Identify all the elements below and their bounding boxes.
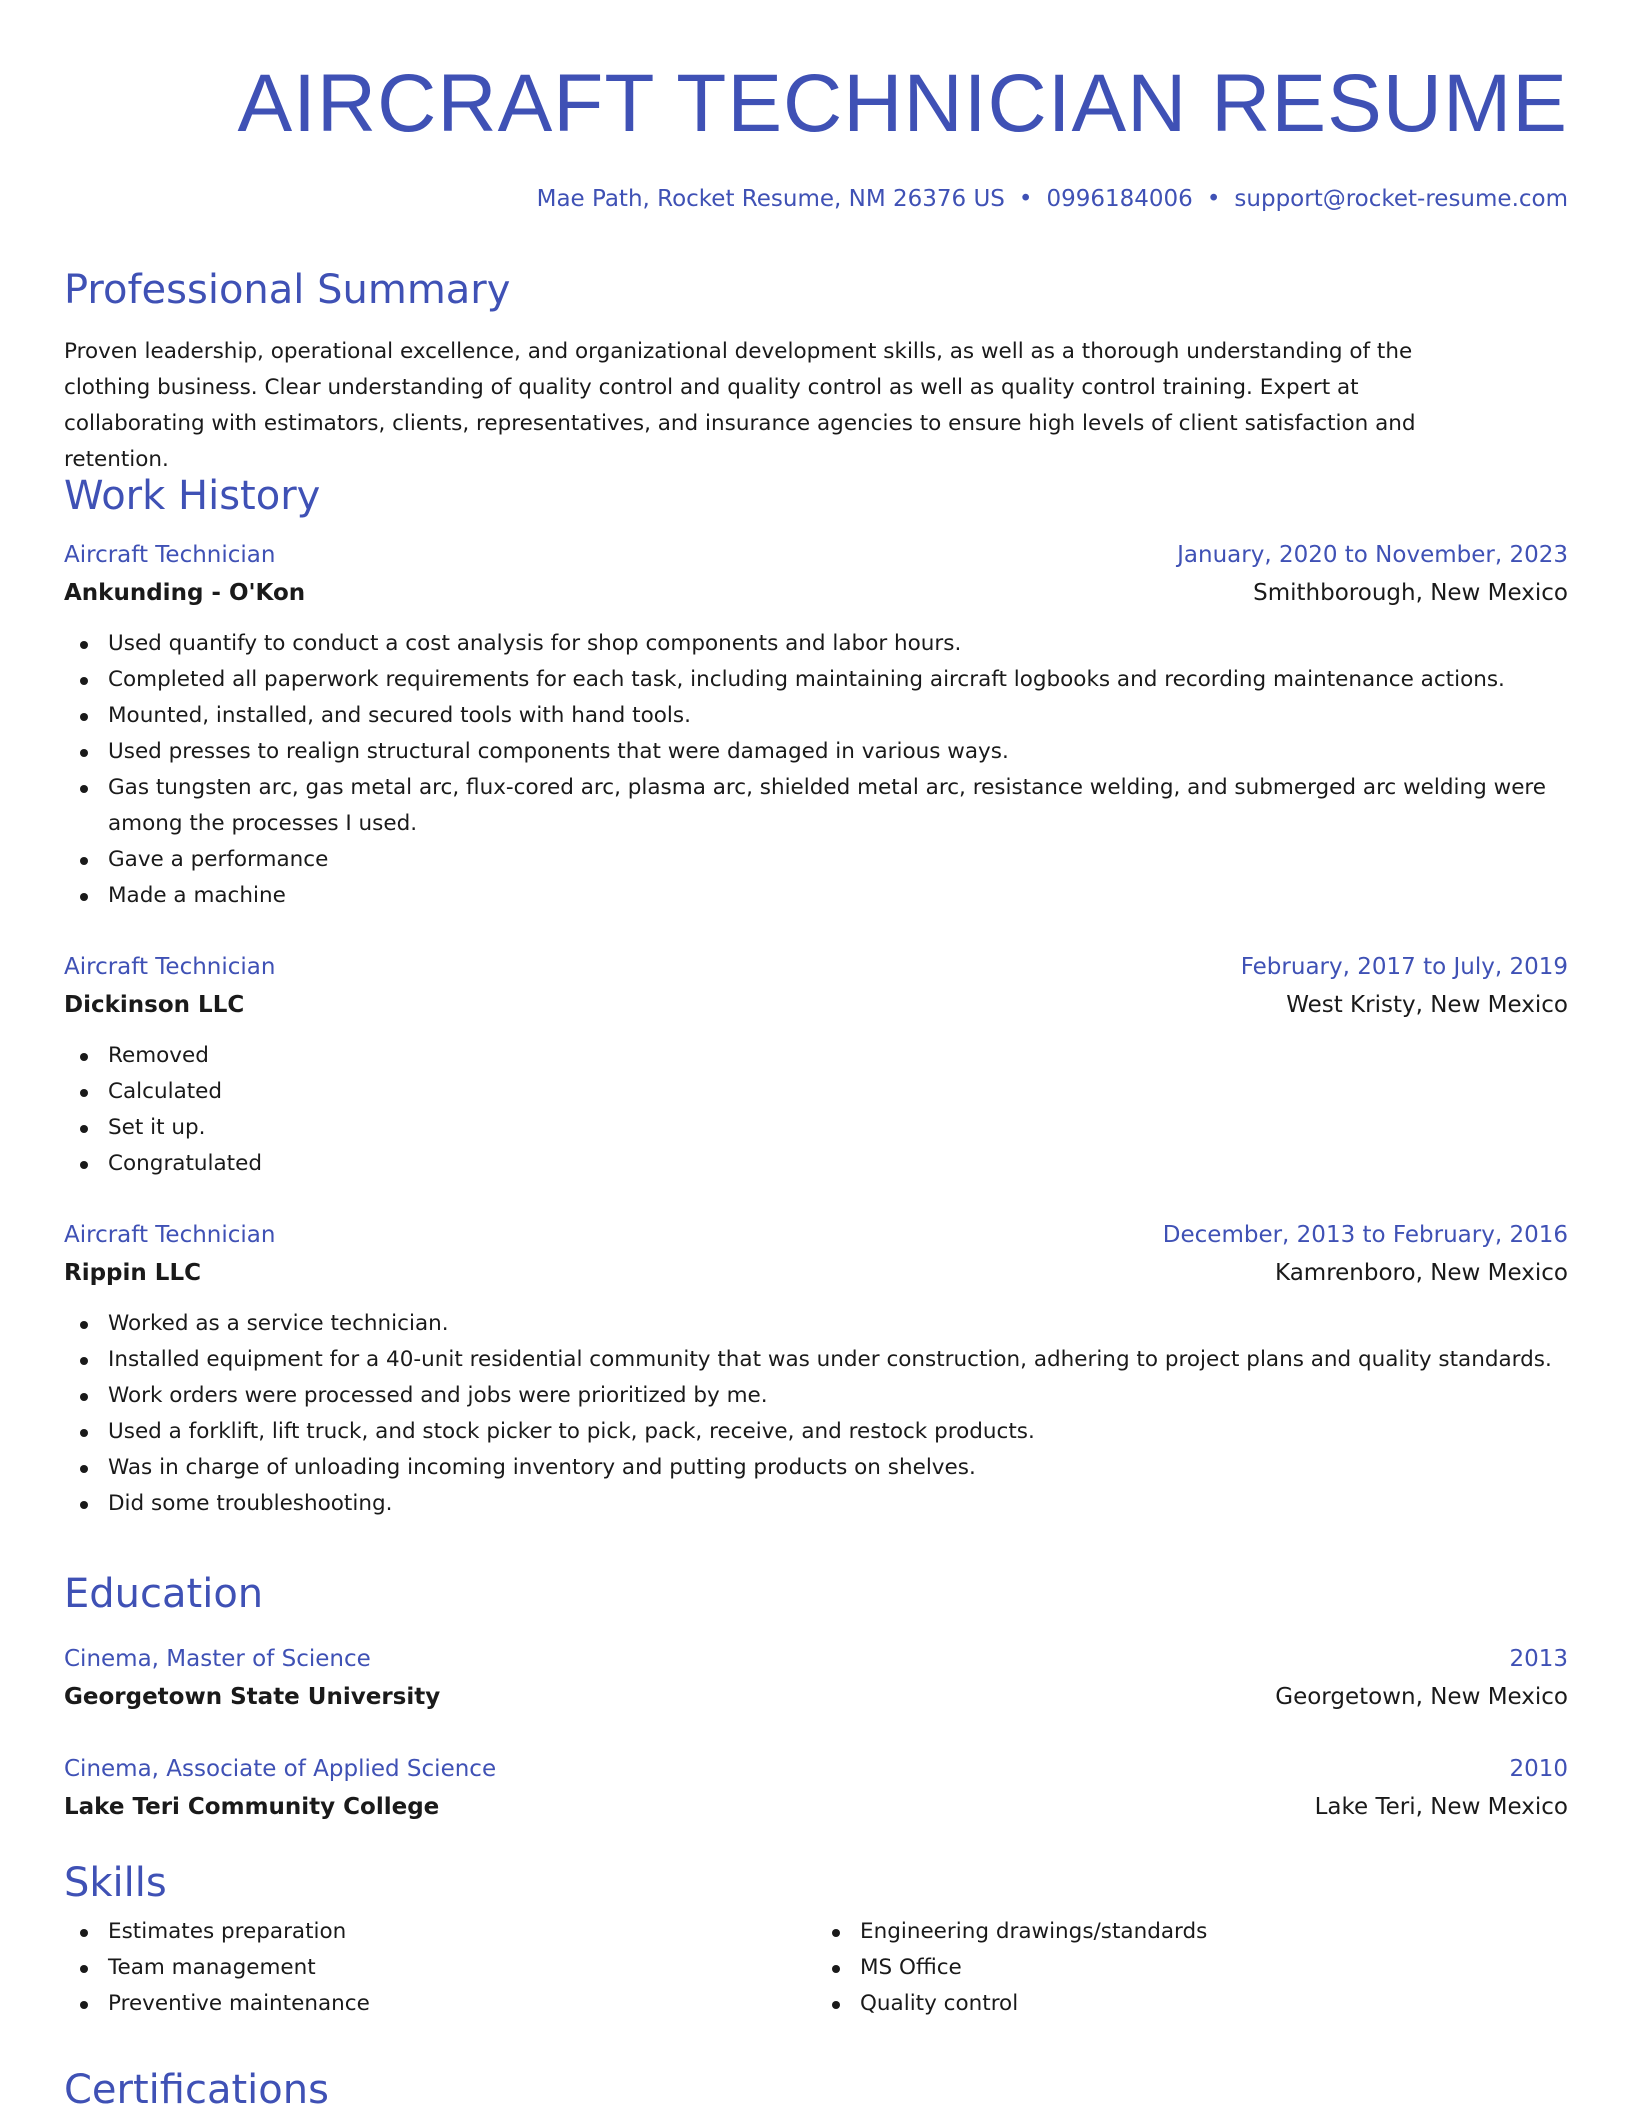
school-location: Georgetown, New Mexico: [1275, 1684, 1568, 1710]
skill-item: Estimates preparation: [108, 1914, 816, 1950]
education-entry: [64, 1640, 1568, 1716]
job-title: Aircraft Technician: [64, 542, 276, 568]
section-heading-certifications: Certifications: [64, 2067, 329, 2113]
job-duties-list: [64, 626, 1568, 914]
list-item: Used quantify to conduct a cost analysis for shop components and labor hours.: [108, 626, 1568, 662]
job-location: West Kristy, New Mexico: [1286, 992, 1568, 1018]
list-item: Made a machine: [108, 878, 1568, 914]
list-item: Was in charge of unloading incoming inventory and putting products on shelves.: [108, 1450, 1568, 1486]
skills-column-right: [816, 1914, 1568, 2022]
skill-item: MS Office: [860, 1950, 1568, 1986]
contact-separator: •: [1018, 186, 1033, 212]
list-item: Used a forklift, lift truck, and stock picker to pick, pack, receive, and restock products.: [108, 1414, 1568, 1450]
list-item: Set it up.: [108, 1110, 1568, 1146]
skill-item: Quality control: [860, 1986, 1568, 2022]
list-item: Work orders were processed and jobs were prioritized by me.: [108, 1378, 1568, 1414]
job-duties-list: [64, 1306, 1568, 1522]
list-item: Congratulated: [108, 1146, 1568, 1182]
section-heading-education: Education: [64, 1571, 264, 1617]
graduation-year: 2013: [1509, 1646, 1568, 1672]
list-item: Completed all paperwork requirements for each task, including maintaining aircraft logbooks and recording maintenance actions.: [108, 662, 1568, 698]
list-item: Used presses to realign structural components that were damaged in various ways.: [108, 734, 1568, 770]
skill-item: Preventive maintenance: [108, 1986, 816, 2022]
school-name: Lake Teri Community College: [64, 1794, 440, 1820]
section-heading-skills: Skills: [64, 1860, 167, 1906]
skill-item: Team management: [108, 1950, 816, 1986]
skills-list: [64, 1914, 1568, 2022]
contact-email[interactable]: support@rocket-resume.com: [1234, 186, 1568, 212]
company-name: Dickinson LLC: [64, 992, 245, 1018]
job-entry: [64, 948, 1568, 1182]
contact-phone: 0996184006: [1046, 186, 1193, 212]
job-entry: [64, 1216, 1568, 1522]
job-location: Kamrenboro, New Mexico: [1275, 1260, 1568, 1286]
job-title: Aircraft Technician: [64, 954, 276, 980]
job-location: Smithborough, New Mexico: [1253, 580, 1568, 606]
degree-name: Cinema, Associate of Applied Science: [64, 1756, 497, 1782]
school-name: Georgetown State University: [64, 1684, 441, 1710]
graduation-year: 2010: [1509, 1756, 1568, 1782]
section-heading-summary: Professional Summary: [64, 267, 511, 313]
company-name: Rippin LLC: [64, 1260, 201, 1286]
list-item: Did some troubleshooting.: [108, 1486, 1568, 1522]
job-dates: February, 2017 to July, 2019: [1240, 954, 1568, 980]
company-name: Ankunding - O'Kon: [64, 580, 306, 606]
resume-title: AIRCRAFT TECHNICIAN RESUME: [237, 58, 1568, 149]
list-item: Installed equipment for a 40-unit residential community that was under construction, adhering to project plans and quality standards.: [108, 1342, 1568, 1378]
list-item: Worked as a service technician.: [108, 1306, 1568, 1342]
education-entry: [64, 1750, 1568, 1826]
degree-name: Cinema, Master of Science: [64, 1646, 371, 1672]
section-heading-work: Work History: [64, 473, 321, 519]
list-item: Removed: [108, 1038, 1568, 1074]
skill-item: Engineering drawings/standards: [860, 1914, 1568, 1950]
contact-address: Mae Path, Rocket Resume, NM 26376 US: [536, 186, 1005, 212]
list-item: Calculated: [108, 1074, 1568, 1110]
contact-separator: •: [1206, 186, 1221, 212]
resume-page: [64, 0, 1568, 2113]
list-item: Gave a performance: [108, 842, 1568, 878]
job-duties-list: [64, 1038, 1568, 1182]
list-item: Mounted, installed, and secured tools with hand tools.: [108, 698, 1568, 734]
summary-text: Proven leadership, operational excellence, and organizational development skills, as well as a thorough understanding of the clothing business. Clear understanding of quality control and quality control as well as quality control training. Expert at collaborating with estimators, clients, representatives, and insurance agencies to ensure high levels of client satisfaction and retention.: [64, 339, 1416, 472]
job-entry: [64, 536, 1568, 914]
school-location: Lake Teri, New Mexico: [1314, 1794, 1568, 1820]
job-dates: December, 2013 to February, 2016: [1162, 1222, 1568, 1248]
contact-line: [64, 184, 1568, 214]
skills-column-left: [64, 1914, 816, 2022]
list-item: Gas tungsten arc, gas metal arc, flux-cored arc, plasma arc, shielded metal arc, resistance welding, and submerged arc welding were among the processes I used.: [108, 770, 1568, 842]
job-title: Aircraft Technician: [64, 1222, 276, 1248]
job-dates: January, 2020 to November, 2023: [1177, 542, 1568, 568]
